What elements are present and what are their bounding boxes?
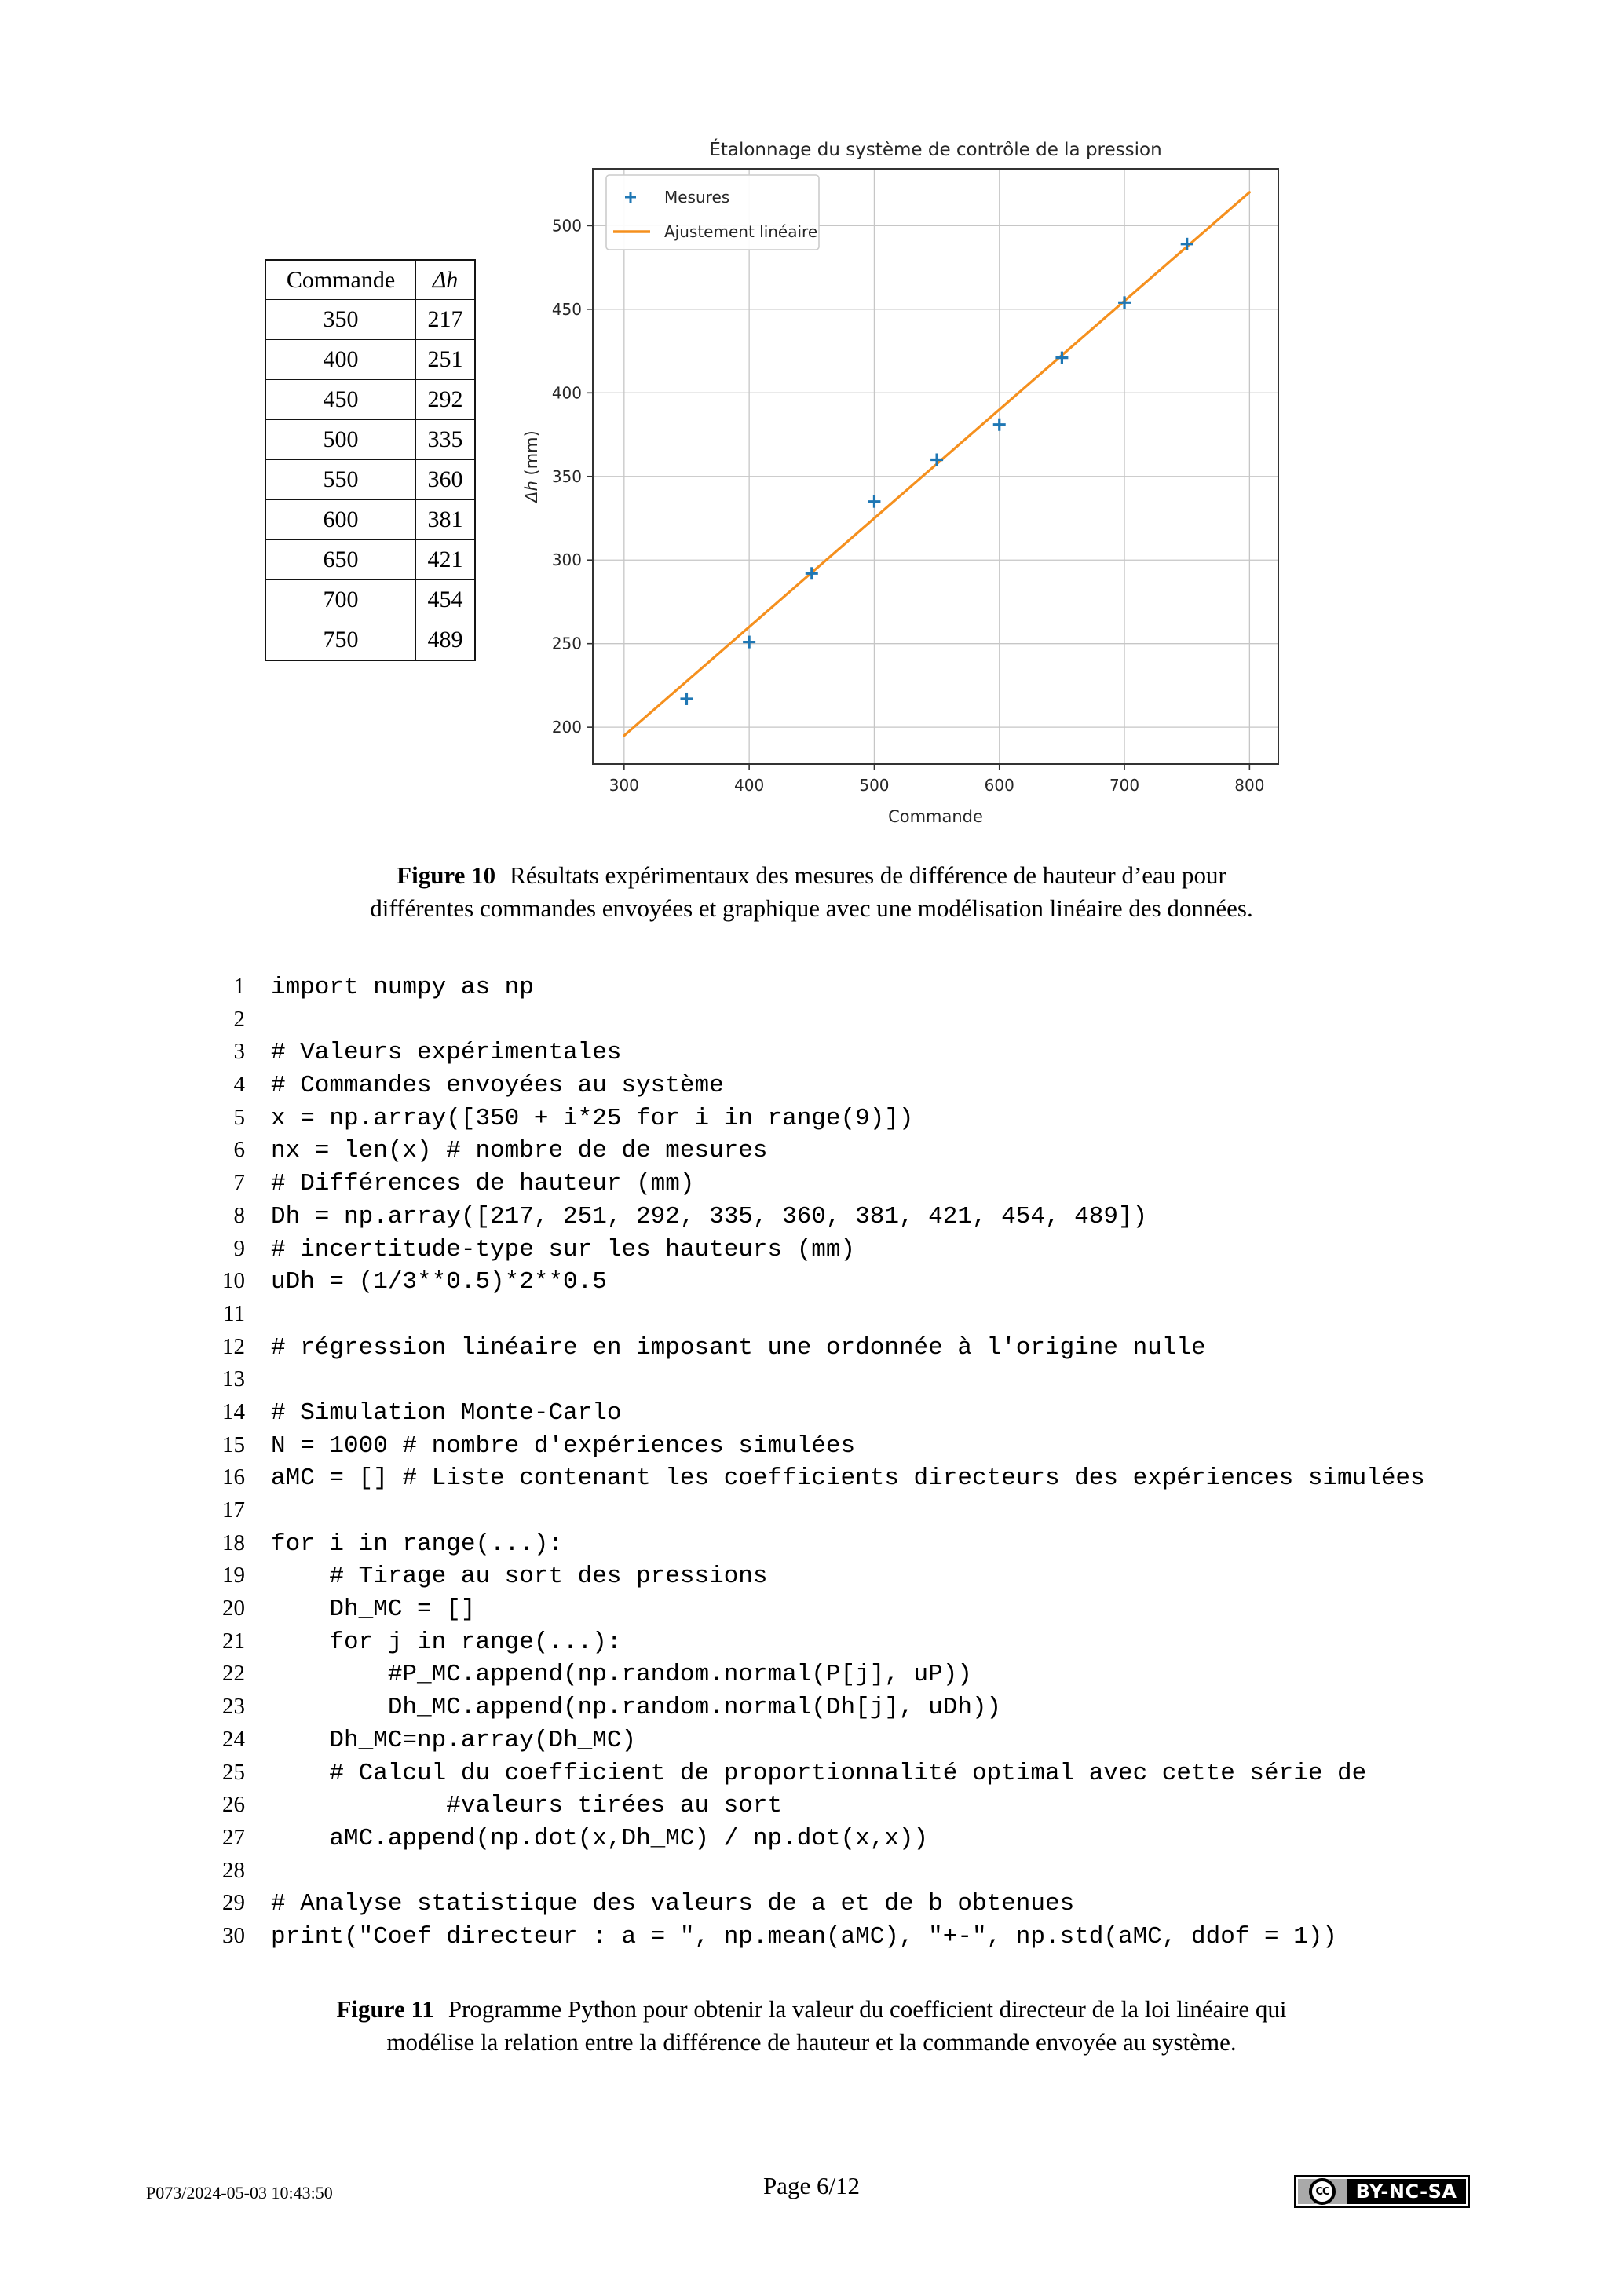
- commande-cell: 650: [265, 540, 416, 580]
- table-row: [265, 620, 475, 661]
- dh-cell: 489: [416, 620, 476, 661]
- dh-cell: 454: [416, 580, 476, 620]
- measurement-table: [265, 259, 476, 661]
- table-row: [265, 460, 475, 500]
- code-line: [196, 1396, 1425, 1429]
- table-row: [265, 300, 475, 340]
- code-line: [196, 1363, 1425, 1396]
- code-line: [196, 1855, 1425, 1888]
- code-line: [196, 1822, 1425, 1855]
- figure10-caption: [0, 859, 1623, 925]
- legend-label-mesures: Mesures: [664, 188, 730, 207]
- cc-license-badge: [1294, 2175, 1470, 2208]
- code-line-text: # Valeurs expérimentales: [271, 1039, 622, 1067]
- code-line: [196, 1527, 1425, 1560]
- code-line-number: 16: [222, 1464, 245, 1490]
- y-tick-label: 450: [551, 299, 582, 319]
- code-line: [196, 1265, 1425, 1298]
- code-line-number: 14: [222, 1398, 245, 1424]
- code-line: [196, 1233, 1425, 1266]
- code-line: [196, 1920, 1425, 1953]
- code-line: [196, 1069, 1425, 1102]
- code-line-number: 5: [233, 1104, 245, 1130]
- code-line-number: 22: [222, 1661, 245, 1687]
- y-tick-label: 300: [551, 550, 582, 570]
- code-line-text: # Différences de hauteur (mm): [271, 1170, 695, 1198]
- code-line-text: # Commandes envoyées au système: [271, 1072, 724, 1100]
- code-line: [196, 1200, 1425, 1233]
- cc-license-text: BY-NC-SA: [1355, 2181, 1457, 2203]
- code-listing: [196, 971, 1425, 1953]
- code-line-number: 23: [222, 1694, 245, 1720]
- code-line-number: 2: [233, 1006, 245, 1032]
- table-header-commande: Commande: [265, 260, 416, 300]
- code-line-text: nx = len(x) # nombre de de mesures: [271, 1137, 768, 1165]
- code-line-text: # Tirage au sort des pressions: [271, 1563, 768, 1591]
- commande-cell: 350: [265, 300, 416, 340]
- commande-cell: 450: [265, 380, 416, 420]
- code-line-text: # Calcul du coefficient de proportionnalité optimal avec cette série de: [271, 1759, 1367, 1787]
- code-line-number: 20: [222, 1596, 245, 1621]
- cc-logo-icon: CC: [1309, 2178, 1336, 2205]
- y-axis-label: Δh (mm): [522, 430, 541, 503]
- y-tick-label: 250: [551, 634, 582, 653]
- table-row: [265, 340, 475, 380]
- code-line-text: for i in range(...):: [271, 1530, 564, 1558]
- x-tick-label: 800: [1234, 776, 1265, 795]
- code-line-number: 21: [222, 1628, 245, 1654]
- footer-stamp: P073/2024-05-03 10:43:50: [146, 2183, 333, 2203]
- code-line: [196, 1429, 1425, 1462]
- y-tick-label: 200: [551, 718, 582, 737]
- figure11-caption: [0, 1993, 1623, 2059]
- table-row: [265, 380, 475, 420]
- legend-label-ajustement: Ajustement linéaire: [664, 222, 818, 241]
- figure11-label: Figure 11: [336, 1995, 434, 2023]
- code-line-number: 1: [233, 974, 245, 999]
- code-line-number: 12: [222, 1333, 245, 1359]
- code-line-text: Dh_MC = []: [271, 1596, 476, 1624]
- code-line: [196, 1102, 1425, 1135]
- code-line-number: 28: [222, 1857, 245, 1883]
- code-line: [196, 1331, 1425, 1364]
- figure10-text-line1: Résultats expérimentaux des mesures de différence de hauteur d’eau pour: [510, 861, 1226, 889]
- pressure-chart: [510, 126, 1319, 832]
- code-line-text: # Analyse statistique des valeurs de a et de b obtenues: [271, 1890, 1075, 1918]
- x-axis-label: Commande: [888, 807, 983, 826]
- code-line-number: 17: [222, 1497, 245, 1523]
- code-line-text: import numpy as np: [271, 974, 534, 1001]
- dh-cell: 217: [416, 300, 476, 340]
- table-header-dh: Δh: [416, 260, 476, 300]
- code-line: [196, 1134, 1425, 1167]
- y-tick-label: 400: [551, 383, 582, 403]
- code-line-text: aMC.append(np.dot(x,Dh_MC) / np.dot(x,x)): [271, 1824, 929, 1852]
- code-line: [196, 1625, 1425, 1658]
- code-line: [196, 1461, 1425, 1494]
- commande-cell: 550: [265, 460, 416, 500]
- commande-cell: 700: [265, 580, 416, 620]
- dh-cell: 421: [416, 540, 476, 580]
- code-line-number: 24: [222, 1726, 245, 1752]
- code-line-number: 26: [222, 1792, 245, 1818]
- code-line-text: # incertitude-type sur les hauteurs (mm): [271, 1235, 856, 1263]
- code-line-number: 13: [222, 1366, 245, 1392]
- code-line-number: 9: [233, 1235, 245, 1261]
- code-line-text: print("Coef directeur : a = ", np.mean(aMC), "+-", np.std(aMC, ddof = 1)): [271, 1922, 1338, 1951]
- code-line-number: 25: [222, 1759, 245, 1785]
- dh-cell: 292: [416, 380, 476, 420]
- code-line: [196, 1167, 1425, 1200]
- code-line-text: # régression linéaire en imposant une ordonnée à l'origine nulle: [271, 1333, 1206, 1362]
- measurement-table-body: [265, 300, 475, 661]
- commande-cell: 500: [265, 420, 416, 460]
- dh-cell: 360: [416, 460, 476, 500]
- code-line-number: 7: [233, 1170, 245, 1196]
- y-tick-label: 500: [551, 216, 582, 236]
- table-row: [265, 580, 475, 620]
- code-line-text: Dh = np.array([217, 251, 292, 335, 360, 381, 421, 454, 489]): [271, 1202, 1148, 1230]
- code-line-number: 27: [222, 1824, 245, 1850]
- code-line-number: 15: [222, 1431, 245, 1457]
- dh-cell: 335: [416, 420, 476, 460]
- cc-logo-section: [1298, 2179, 1347, 2204]
- dh-cell: 381: [416, 500, 476, 540]
- code-line-number: 29: [222, 1890, 245, 1916]
- x-tick-label: 300: [609, 776, 639, 795]
- x-tick-label: 700: [1109, 776, 1140, 795]
- code-line-number: 6: [233, 1137, 245, 1163]
- code-line-number: 10: [222, 1268, 245, 1294]
- code-line: [196, 1658, 1425, 1691]
- code-line-number: 4: [233, 1072, 245, 1098]
- figure11-text-line1: Programme Python pour obtenir la valeur du coefficient directeur de la loi linéaire qui: [448, 1995, 1287, 2023]
- code-line-number: 19: [222, 1563, 245, 1589]
- figure11-text-line2: modélise la relation entre la différence de hauteur et la commande envoyée au système.: [386, 2028, 1237, 2056]
- code-line: [196, 1592, 1425, 1625]
- code-line: [196, 1004, 1425, 1036]
- code-line-number: 30: [222, 1922, 245, 1948]
- code-line: [196, 1691, 1425, 1724]
- code-line-text: uDh = (1/3**0.5)*2**0.5: [271, 1268, 607, 1296]
- code-line: [196, 1757, 1425, 1790]
- commande-cell: 400: [265, 340, 416, 380]
- code-line: [196, 1789, 1425, 1822]
- table-row: [265, 420, 475, 460]
- code-line: [196, 1298, 1425, 1331]
- x-tick-label: 500: [859, 776, 890, 795]
- code-line: [196, 1036, 1425, 1069]
- code-line-text: #P_MC.append(np.random.normal(P[j], uP)): [271, 1661, 972, 1689]
- table-row: [265, 540, 475, 580]
- code-line-number: 3: [233, 1039, 245, 1065]
- code-line: [196, 1559, 1425, 1592]
- code-line-text: N = 1000 # nombre d'expériences simulées: [271, 1431, 856, 1460]
- code-line-number: 8: [233, 1202, 245, 1228]
- table-row: [265, 500, 475, 540]
- cc-badge-inner: [1296, 2177, 1468, 2206]
- code-line-number: 18: [222, 1530, 245, 1556]
- code-line: [196, 1494, 1425, 1527]
- code-line-text: Dh_MC=np.array(Dh_MC): [271, 1726, 637, 1754]
- code-line-text: x = np.array([350 + i*25 for i in range(9)]): [271, 1104, 914, 1132]
- code-line-text: #valeurs tirées au sort: [271, 1792, 783, 1820]
- code-line: [196, 971, 1425, 1004]
- x-tick-label: 600: [984, 776, 1014, 795]
- figure10-label: Figure 10: [397, 861, 496, 889]
- code-line-text: # Simulation Monte-Carlo: [271, 1398, 622, 1427]
- code-line-text: aMC = [] # Liste contenant les coefficients directeurs des expériences simulées: [271, 1464, 1425, 1493]
- y-tick-label: 350: [551, 466, 582, 486]
- x-tick-label: 400: [734, 776, 765, 795]
- commande-cell: 750: [265, 620, 416, 661]
- code-line-text: for j in range(...):: [271, 1628, 622, 1656]
- page-number: Page 6/12: [762, 2172, 861, 2199]
- table-header-row: [265, 260, 475, 300]
- figure10-caption-line1: [0, 859, 1623, 892]
- code-line-number: 11: [223, 1300, 245, 1326]
- figure11-caption-line1: [0, 1993, 1623, 2026]
- code-line: [196, 1887, 1425, 1920]
- code-line-text: Dh_MC.append(np.random.normal(Dh[j], uDh)): [271, 1694, 1002, 1722]
- dh-cell: 251: [416, 340, 476, 380]
- code-line: [196, 1724, 1425, 1757]
- figure10-text-line2: différentes commandes envoyées et graphique avec une modélisation linéaire des données.: [370, 894, 1253, 922]
- chart-title: Étalonnage du système de contrôle de la pression: [709, 140, 1162, 160]
- commande-cell: 600: [265, 500, 416, 540]
